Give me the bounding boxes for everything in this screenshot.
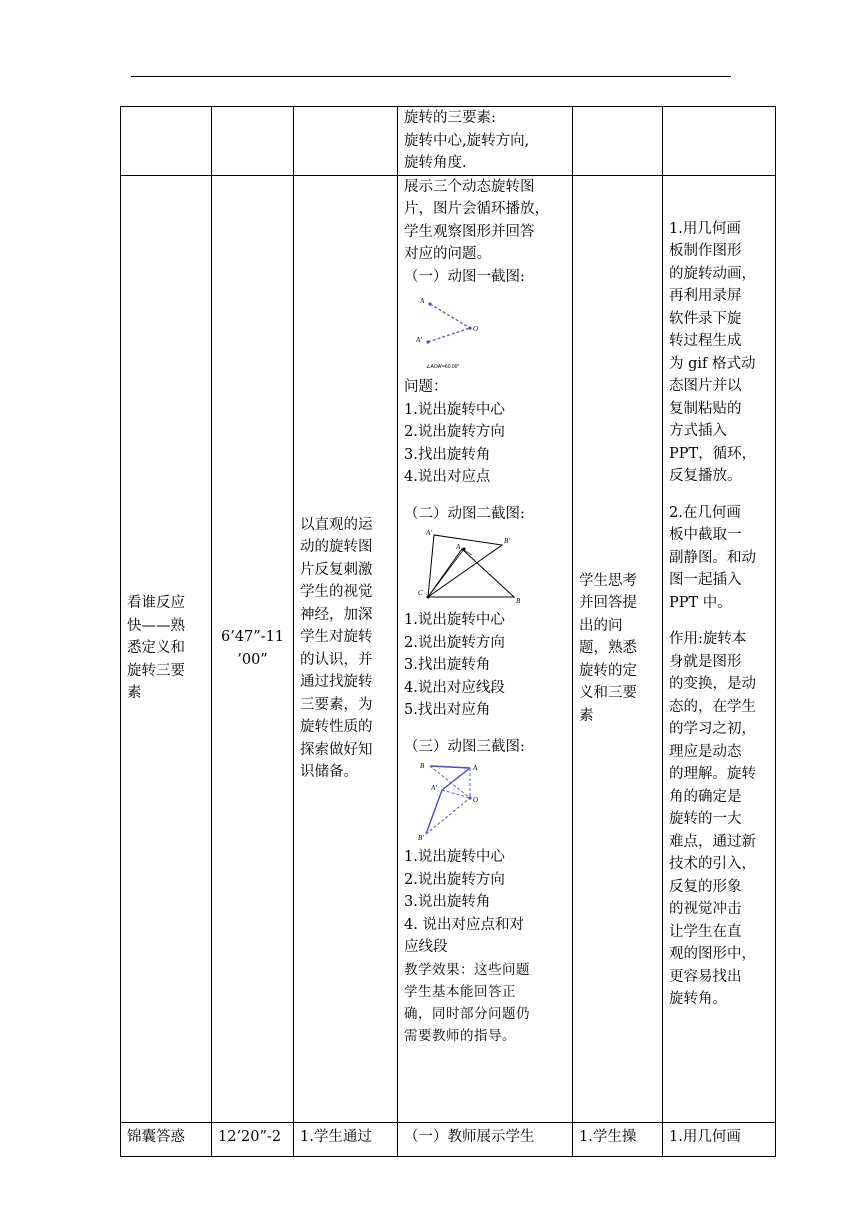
- text-line: 的视觉冲击: [669, 901, 742, 917]
- point-label: A: [456, 543, 461, 551]
- header-rule: [131, 76, 731, 77]
- text-line: 识储备。: [300, 764, 358, 780]
- text-line: 动的旋转图: [300, 539, 373, 555]
- point-label: B': [504, 537, 510, 545]
- student-cell: 1.学生操: [573, 1122, 663, 1156]
- effect-note: 需要教师的指导。: [404, 1027, 516, 1044]
- text-line: 难点，通过新: [669, 833, 756, 850]
- text-line: 软件录下旋: [669, 310, 742, 327]
- point-label: O: [473, 325, 479, 333]
- figure-caption: （三）动图三截图:: [404, 738, 525, 755]
- question-item: 应线段: [404, 939, 448, 955]
- point-label: A': [431, 784, 437, 792]
- text-line: 的认识，并: [300, 651, 373, 668]
- text-line: 的理解。旋转: [669, 766, 756, 782]
- text-line: 义和三要: [579, 685, 637, 702]
- text-line: 反复播放。: [669, 468, 742, 484]
- point-label: B': [418, 834, 424, 842]
- point-label: C: [418, 589, 423, 597]
- text-line: 更容易找出: [669, 968, 742, 985]
- intent-cell: [294, 107, 398, 176]
- text-line: PPT 中。: [669, 594, 732, 611]
- text-line: 三要素，为: [300, 696, 373, 713]
- text-line: 转过程生成: [669, 333, 742, 349]
- intent-cell: [294, 175, 398, 1122]
- text-line: 旋转中心,旋转方向,: [404, 132, 530, 149]
- text-line: 学生思考: [579, 572, 637, 589]
- lesson-plan-table: [120, 106, 776, 1157]
- point-label: B: [516, 597, 521, 605]
- question-item: 2.说出旋转方向: [404, 871, 505, 888]
- text-line: 态图片并以: [669, 378, 742, 394]
- student-cell: [573, 175, 663, 1122]
- text-line: 学生对旋转: [300, 629, 373, 645]
- angle-label: ∠AOA'=60.00°: [426, 364, 460, 370]
- text-line: 再利用录屏: [669, 288, 742, 304]
- content-cell: （一）教师展示学生: [398, 1122, 573, 1156]
- text-line: 片反复刺激: [300, 561, 373, 578]
- time-cell: 12’20”-2: [212, 1122, 294, 1156]
- text-line: 身就是图形: [669, 653, 742, 670]
- time-cell: [212, 107, 294, 176]
- text-line: 展示三个动态旋转图: [404, 178, 535, 195]
- question-item: 4.说出对应点: [404, 469, 491, 485]
- effect-note: 确，同时部分问题仍: [404, 1005, 530, 1022]
- question-item: 5.找出对应角: [404, 702, 491, 718]
- text-line: 探索做好知: [300, 741, 373, 758]
- question-item: 1.说出旋转中心: [404, 612, 505, 628]
- text-line: 旋转的一大: [669, 811, 742, 827]
- text-line: 图一起插入: [669, 572, 742, 588]
- text-line: 技术的引入，: [669, 856, 756, 872]
- table-row: [121, 1122, 776, 1156]
- question-item: 3.找出旋转角: [404, 446, 491, 463]
- text-line: 旋转角度.: [404, 155, 467, 171]
- intent-cell: 1.学生通过: [294, 1122, 398, 1156]
- text-line: 态的，在学生: [669, 698, 756, 715]
- text-line: 1.用几何画: [669, 220, 741, 237]
- point-label: A: [420, 297, 425, 305]
- student-cell: [573, 107, 663, 176]
- point-label: B: [420, 762, 425, 770]
- question-item: 3.找出旋转角: [404, 657, 491, 673]
- stage-cell: [121, 107, 212, 176]
- question-item: 2.说出旋转方向: [404, 634, 505, 651]
- text-line: 旋转三要: [127, 662, 185, 679]
- text-line: 素: [579, 707, 594, 724]
- table-row: [121, 107, 776, 176]
- text-line: 通过找旋转: [300, 674, 373, 690]
- text-line: 副静图。和动: [669, 549, 756, 566]
- text-line: 看谁反应: [127, 595, 185, 612]
- text-line: 2.在几何画: [669, 504, 741, 521]
- text-line: 题，熟悉: [579, 640, 637, 657]
- point-label: A': [416, 336, 422, 344]
- question-item: 2.说出旋转方向: [404, 424, 505, 440]
- text-line: 让学生在直: [669, 923, 742, 940]
- text-line: 的变换，是动: [669, 676, 756, 692]
- text-line: 问题：: [404, 379, 448, 395]
- text-line: 素: [127, 685, 142, 702]
- text-line: 板制作图形: [669, 243, 742, 259]
- text-line: 出的问: [579, 617, 623, 634]
- text-line: 片，图片会循环播放，: [404, 201, 549, 217]
- stage-cell: [121, 175, 212, 1122]
- time-cell: [212, 175, 294, 1122]
- text-line: 以直观的运: [300, 516, 373, 533]
- text-line: 作用:旋转本: [669, 631, 747, 647]
- effect-note: 学生基本能回答正: [404, 983, 516, 1000]
- question-item: 4. 说出对应点和对: [404, 916, 524, 933]
- text-line: 复制粘贴的: [669, 400, 742, 417]
- question-item: 4.说出对应线段: [404, 679, 505, 696]
- question-item: 1.说出旋转中心: [404, 401, 505, 418]
- text-line: 旋转性质的: [300, 719, 373, 735]
- point-label: A': [426, 529, 432, 537]
- text-line: 旋转的三要素:: [404, 110, 496, 126]
- content-cell: [398, 107, 573, 176]
- text-line: 理应是动态: [669, 743, 742, 760]
- text-line: 对应的问题。: [404, 246, 491, 262]
- text-line: 反复的形象: [669, 878, 742, 895]
- text-line: 快——熟: [127, 617, 185, 634]
- content-cell: [398, 175, 573, 1122]
- text-line: 为 gif 格式动: [669, 355, 756, 372]
- text-line: 学生的视觉: [300, 584, 373, 600]
- text-line: 并回答提: [579, 595, 637, 612]
- text-line: 方式插入: [669, 423, 727, 439]
- text-line: 学生观察图形并回答: [404, 223, 535, 240]
- question-item: 1.说出旋转中心: [404, 849, 505, 865]
- rotation-figure-3: [414, 760, 494, 844]
- text-line: 6’47”-11: [220, 629, 285, 645]
- rotation-figure-2: [414, 527, 524, 607]
- text-line: 的旋转动画，: [669, 265, 756, 282]
- stage-cell: 锦囊答惑: [121, 1122, 212, 1156]
- text-line: 角的确定是: [669, 788, 742, 805]
- text-line: 观的图形中，: [669, 946, 756, 962]
- text-line: 神经，加深: [300, 606, 373, 623]
- effect-note: 教学效果：这些问题: [404, 961, 530, 978]
- text-line: ’00”: [237, 651, 268, 668]
- tech-cell: 1.用几何画: [663, 1122, 776, 1156]
- figure-caption: （一）动图一截图:: [404, 268, 525, 285]
- text-line: 旋转的定: [579, 662, 637, 679]
- table-row: [121, 175, 776, 1122]
- point-label: A: [473, 764, 478, 772]
- tech-cell: [663, 175, 776, 1122]
- rotation-figure-1: [414, 290, 494, 374]
- text-line: 悉定义和: [127, 640, 185, 657]
- text-line: PPT，循环，: [669, 445, 757, 462]
- figure-caption: （二）动图二截图:: [404, 505, 525, 522]
- question-item: 3.说出旋转角: [404, 894, 491, 910]
- text-line: 旋转角。: [669, 991, 727, 1007]
- text-line: 板中截取一: [669, 527, 742, 543]
- point-label: O: [473, 796, 479, 804]
- text-line: 的学习之初，: [669, 721, 756, 737]
- tech-cell: [663, 107, 776, 176]
